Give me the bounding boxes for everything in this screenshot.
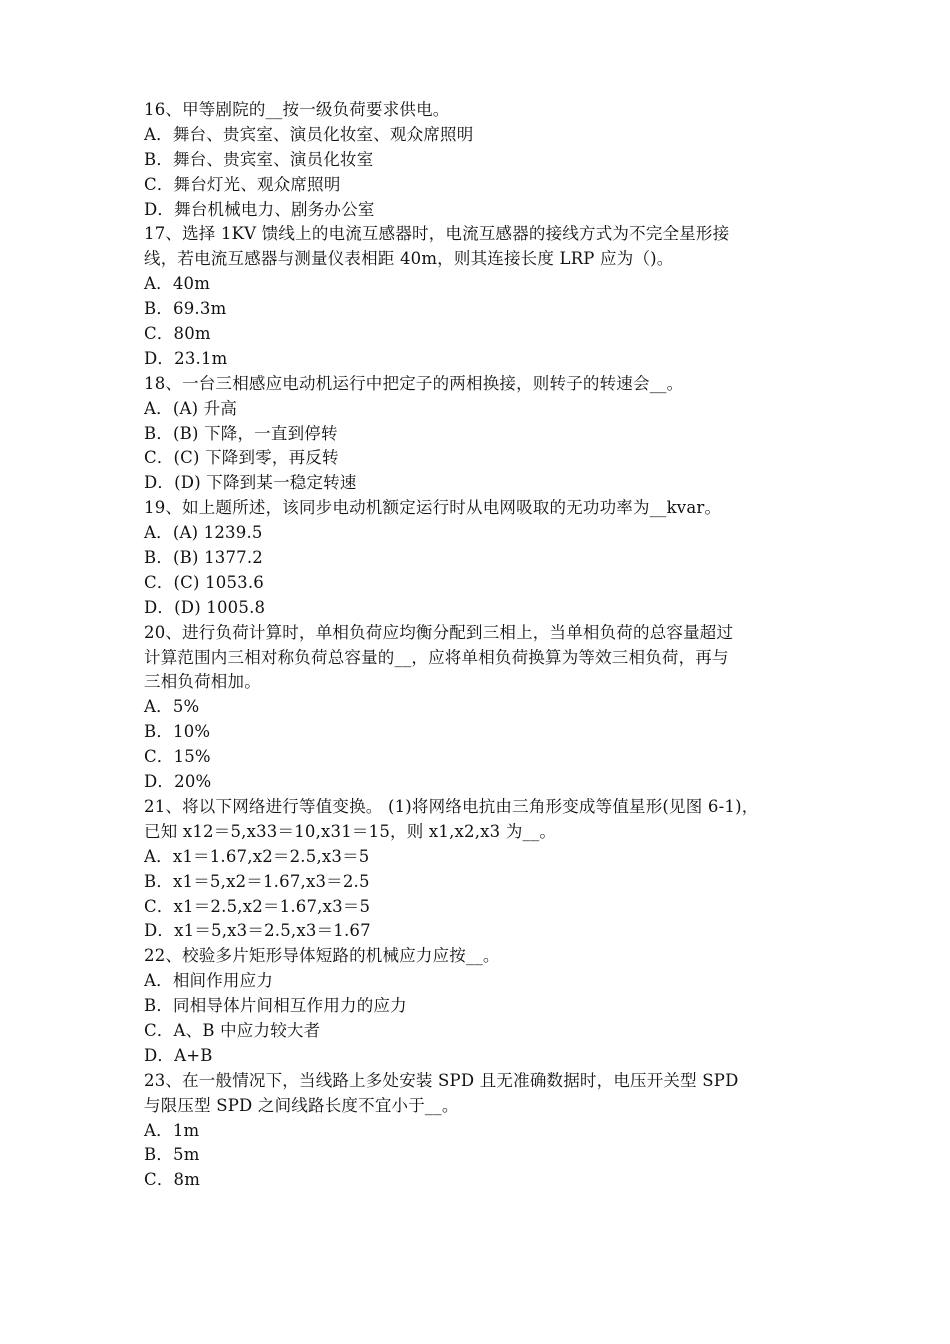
question-18-option-b: B．(B) 下降，一直到停转 [144, 423, 338, 443]
question-18-option-d: D．(D) 下降到某一稳定转速 [144, 473, 357, 493]
question-23-option-c: C．8m [144, 1170, 201, 1190]
question-20-option-c: C．15% [144, 747, 211, 767]
question-19-option-a: A．(A) 1239.5 [144, 523, 263, 543]
question-18-option-a: A．(A) 升高 [144, 398, 238, 418]
question-16-option-b: B．舞台、贵宾室、演员化妆室 [144, 149, 374, 169]
question-20-option-b: B．10% [144, 722, 211, 742]
question-21-option-c: C．x1＝2.5,x2＝1.67,x3＝5 [144, 896, 371, 916]
question-22-option-a: A．相间作用应力 [144, 971, 274, 991]
question-23-option-b: B．5m [144, 1145, 200, 1165]
question-19-option-d: D．(D) 1005.8 [144, 597, 266, 617]
question-17-option-a: A．40m [144, 274, 211, 294]
question-19-stem: 19、如上题所述，该同步电动机额定运行时从电网吸取的无功功率为__kvar。 [144, 498, 722, 518]
question-21-option-d: D．x1＝5,x3＝2.5,x3＝1.67 [144, 921, 371, 941]
question-16-option-a: A．舞台、贵宾室、演员化妆室、观众席照明 [144, 124, 474, 144]
document-page [144, 98, 814, 1193]
question-22-option-d: D．A+B [144, 1045, 213, 1065]
question-17-stem-line-1: 17、选择 1KV 馈线上的电流互感器时，电流互感器的接线方式为不完全星形接 [144, 224, 730, 244]
question-21-stem-line-2: 已知 x12＝5,x33＝10,x31＝15，则 x1,x2,x3 为__。 [144, 821, 557, 841]
question-23-option-a: A．1m [144, 1120, 200, 1140]
question-20-option-a: A．5% [144, 697, 200, 717]
question-19-option-c: C．(C) 1053.6 [144, 572, 265, 592]
question-22-option-c: C．A、B 中应力较大者 [144, 1020, 321, 1040]
question-17-stem-line-2: 线，若电流互感器与测量仪表相距 40m，则其连接长度 LRP 应为（)。 [144, 249, 674, 269]
question-17-option-b: B．69.3m [144, 299, 227, 319]
question-20-option-d: D．20% [144, 772, 212, 792]
question-18-stem: 18、一台三相感应电动机运行中把定子的两相换接，则转子的转速会__。 [144, 373, 684, 393]
question-19-option-b: B．(B) 1377.2 [144, 548, 264, 568]
question-23-stem-line-1: 23、在一般情况下，当线路上多处安装 SPD 且无准确数据时，电压开关型 SPD [144, 1070, 739, 1090]
question-21-option-b: B．x1＝5,x2＝1.67,x3＝2.5 [144, 871, 370, 891]
question-23-stem-line-2: 与限压型 SPD 之间线路长度不宜小于__。 [144, 1095, 459, 1115]
question-16-option-d: D．舞台机械电力、剧务办公室 [144, 199, 375, 219]
question-21-option-a: A．x1＝1.67,x2＝2.5,x3＝5 [144, 846, 370, 866]
question-16-stem: 16、甲等剧院的__按一级负荷要求供电。 [144, 100, 450, 119]
question-17-option-d: D．23.1m [144, 348, 228, 368]
question-20-stem-line-3: 三相负荷相加。 [144, 672, 261, 692]
question-18-option-c: C．(C) 下降到零，再反转 [144, 448, 339, 468]
question-16-option-c: C．舞台灯光、观众席照明 [144, 174, 341, 194]
question-21-stem-line-1: 21、将以下网络进行等值变换。 (1)将网络电抗由三角形变成等值星形(见图 6-1)， [144, 796, 759, 816]
question-17-option-c: C．80m [144, 324, 211, 344]
question-20-stem-line-1: 20、进行负荷计算时，单相负荷应均衡分配到三相上，当单相负荷的总容量超过 [144, 622, 734, 642]
question-22-stem: 22、校验多片矩形导体短路的机械应力应按__。 [144, 946, 500, 966]
question-22-option-b: B．同相导体片间相互作用力的应力 [144, 996, 407, 1016]
question-20-stem-line-2: 计算范围内三相对称负荷总容量的__，应将单相负荷换算为等效三相负荷，再与 [144, 647, 729, 667]
